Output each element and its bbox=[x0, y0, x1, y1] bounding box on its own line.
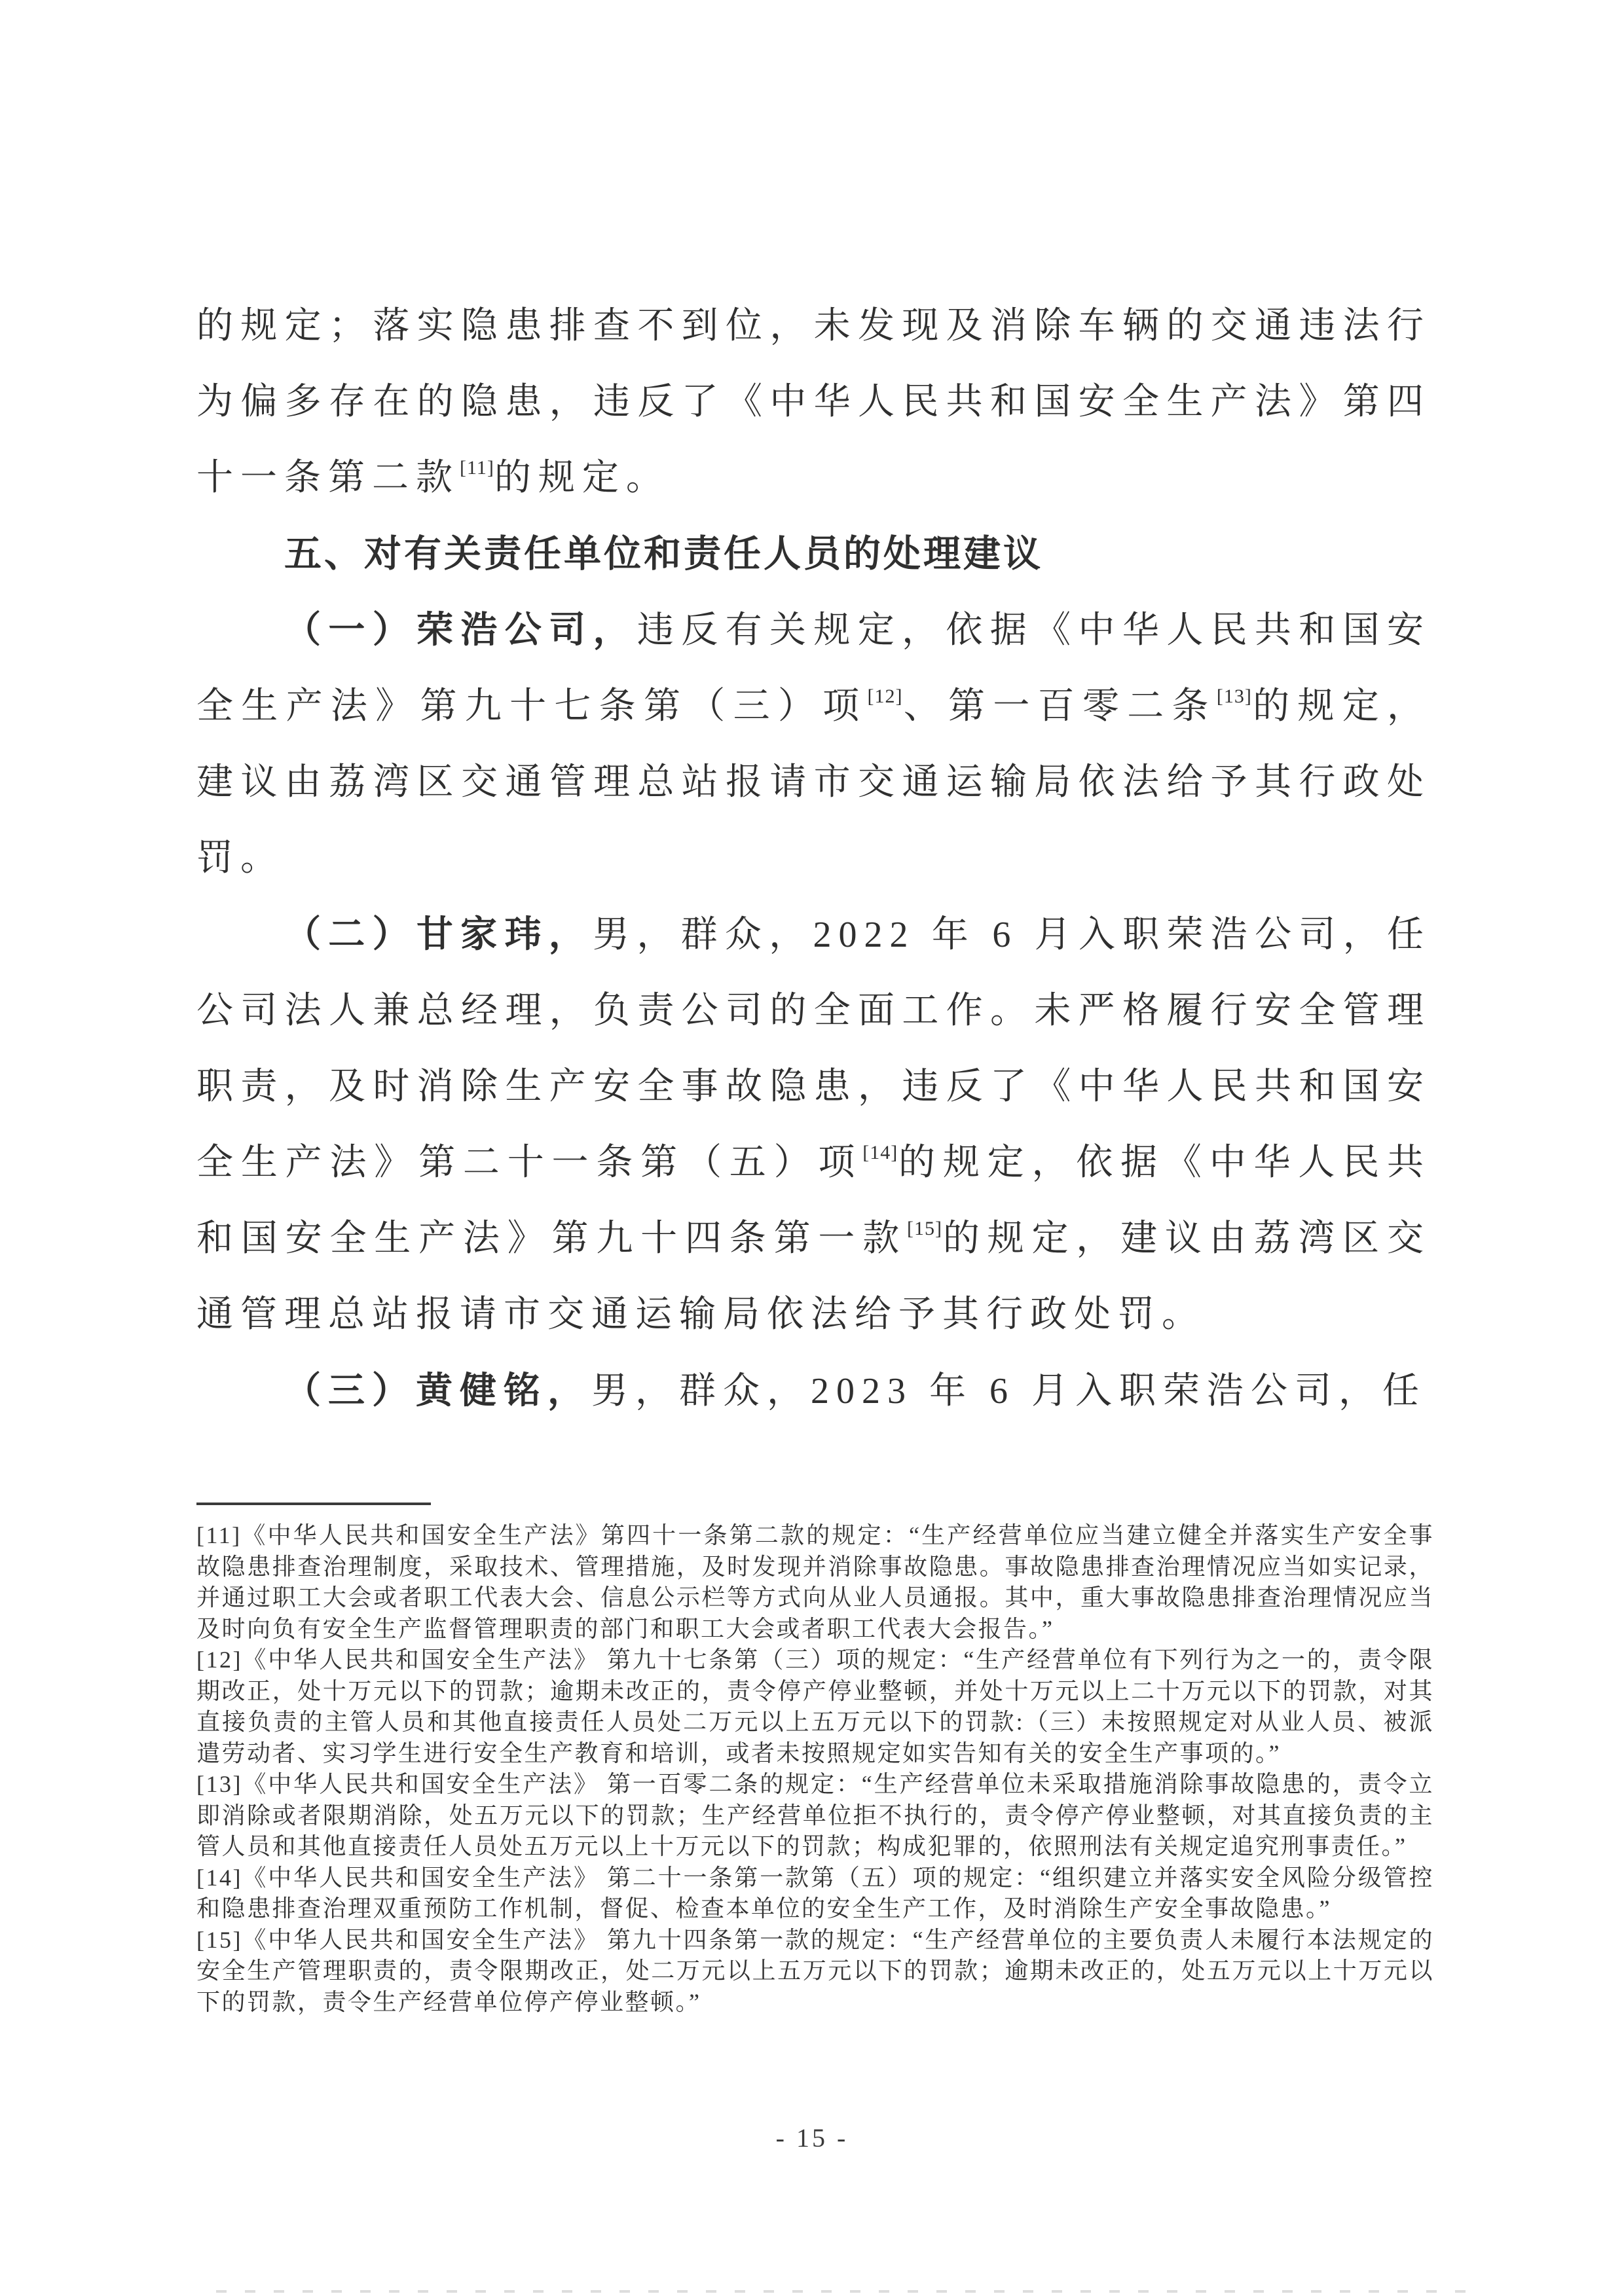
document-body bbox=[196, 288, 1431, 1429]
para-item-2 bbox=[196, 896, 1431, 1353]
footnote-ref: [14] bbox=[862, 1142, 898, 1163]
text-run: （二）甘家玮， bbox=[284, 913, 593, 955]
footnote-ref: [11] bbox=[460, 457, 494, 479]
scan-edge-artifact bbox=[216, 2290, 1473, 2293]
footnote: [11]《中华人民共和国安全生产法》第四十一条第二款的规定：“生产经营单位应当建立健全并落实生产安全事故隐患排查治理制度，采取技术、管理措施，及时发现并消除事故隐患。事故隐患排查治理情况应当如实记录，并通过职工大会或者职工代表大会、信息公示栏等方式向从业人员通报。其中，重大事故隐患排查治理情况应当及时向负有安全生产监督管理职责的部门和职工大会或者职工代表大会报告。” bbox=[196, 1522, 1434, 1642]
footnote: [12]《中华人民共和国安全生产法》 第九十七条第（三）项的规定：“生产经营单位有下列行为之一的，责令限期改正，处十万元以下的罚款；逾期未改正的，责令停产停业整顿，并处十万元以上二十万元以下的罚款，对其直接负责的主管人员和其他直接责任人员处二万元以上五万元以下的罚款:（三）未按照规定对从业人员、被派遣劳动者、实习学生进行安全生产教育和培训，或者未按照规定如实告知有关的安全生产事项的。” bbox=[196, 1647, 1434, 1766]
footnotes-block bbox=[196, 1520, 1434, 2018]
section-heading bbox=[196, 516, 1431, 592]
footnote: [13]《中华人民共和国安全生产法》 第一百零二条的规定：“生产经营单位未采取措施消除事故隐患的，责令立即消除或者限期消除，处五万元以下的罚款；生产经营单位拒不执行的，责令停产停业整顿，对其直接负责的主管人员和其他直接责任人员处五万元以上十万元以下的罚款；构成犯罪的，依照刑法有关规定追究刑事责任。” bbox=[196, 1771, 1434, 1859]
text-run: 五、对有关责任单位和责任人员的处理建议 bbox=[284, 533, 1043, 575]
text-run: （一）荣浩公司， bbox=[284, 609, 637, 650]
text-run: 的规定，建议由荔湾区交通管理总站报请市交通运输局依法给予其行政处罚。 bbox=[196, 686, 1431, 879]
para-item-1 bbox=[196, 592, 1431, 896]
footnote-ref: [15] bbox=[907, 1218, 943, 1239]
text-run: （三）黄健铭， bbox=[284, 1370, 591, 1411]
para-continuation bbox=[196, 288, 1431, 516]
page-number: - 15 - bbox=[775, 2123, 849, 2153]
text-run: 的规定；落实隐患排查不到位，未发现及消除车辆的交通违法行为偏多存在的隐患，违反了《中华人民共和国安全生产法》第四十一条第二款 bbox=[196, 306, 1431, 498]
footnote: [14]《中华人民共和国安全生产法》 第二十一条第一款第（五）项的规定：“组织建立并落实安全风险分级管控和隐患排查治理双重预防工作机制，督促、检查本单位的安全生产工作，及时消除生产安全事故隐患。” bbox=[196, 1864, 1434, 1922]
footnote: [15]《中华人民共和国安全生产法》 第九十四条第一款的规定：“生产经营单位的主要负责人未履行本法规定的安全生产管理职责的，责令限期改正，处二万元以上五万元以下的罚款；逾期未改正的，处五万元以上十万元以下的罚款，责令生产经营单位停产停业整顿。” bbox=[196, 1926, 1434, 2015]
text-run: 男，群众，2022 年 6 月入职荣浩公司，任公司法人兼总经理，负责公司的全面工作。未严格履行安全管理职责，及时消除生产安全事故隐患，违反了《中华人民共和国安全生产法》第二十一条第（五）项 bbox=[196, 915, 1431, 1183]
text-run: 违反有关规定，依据《中华人民共和国安全生产法》第九十七条第（三）项 bbox=[196, 610, 1431, 727]
footnote-separator bbox=[196, 1503, 431, 1505]
text-run: 、第一百零二条 bbox=[902, 686, 1217, 727]
footnote-ref: [13] bbox=[1216, 685, 1252, 707]
text-run: 的规定，依据《中华人民共和国安全生产法》第九十四条第一款 bbox=[196, 1142, 1431, 1259]
text-run: 的规定。 bbox=[494, 458, 670, 498]
footnote-ref: [12] bbox=[867, 685, 903, 707]
text-run: 男，群众，2023 年 6 月入职荣浩公司，任 bbox=[591, 1371, 1426, 1412]
para-item-3 bbox=[196, 1353, 1431, 1429]
text-run: 的规定，建议由荔湾区交通管理总站报请市交通运输局依法给予其行政处罚。 bbox=[196, 1218, 1431, 1335]
